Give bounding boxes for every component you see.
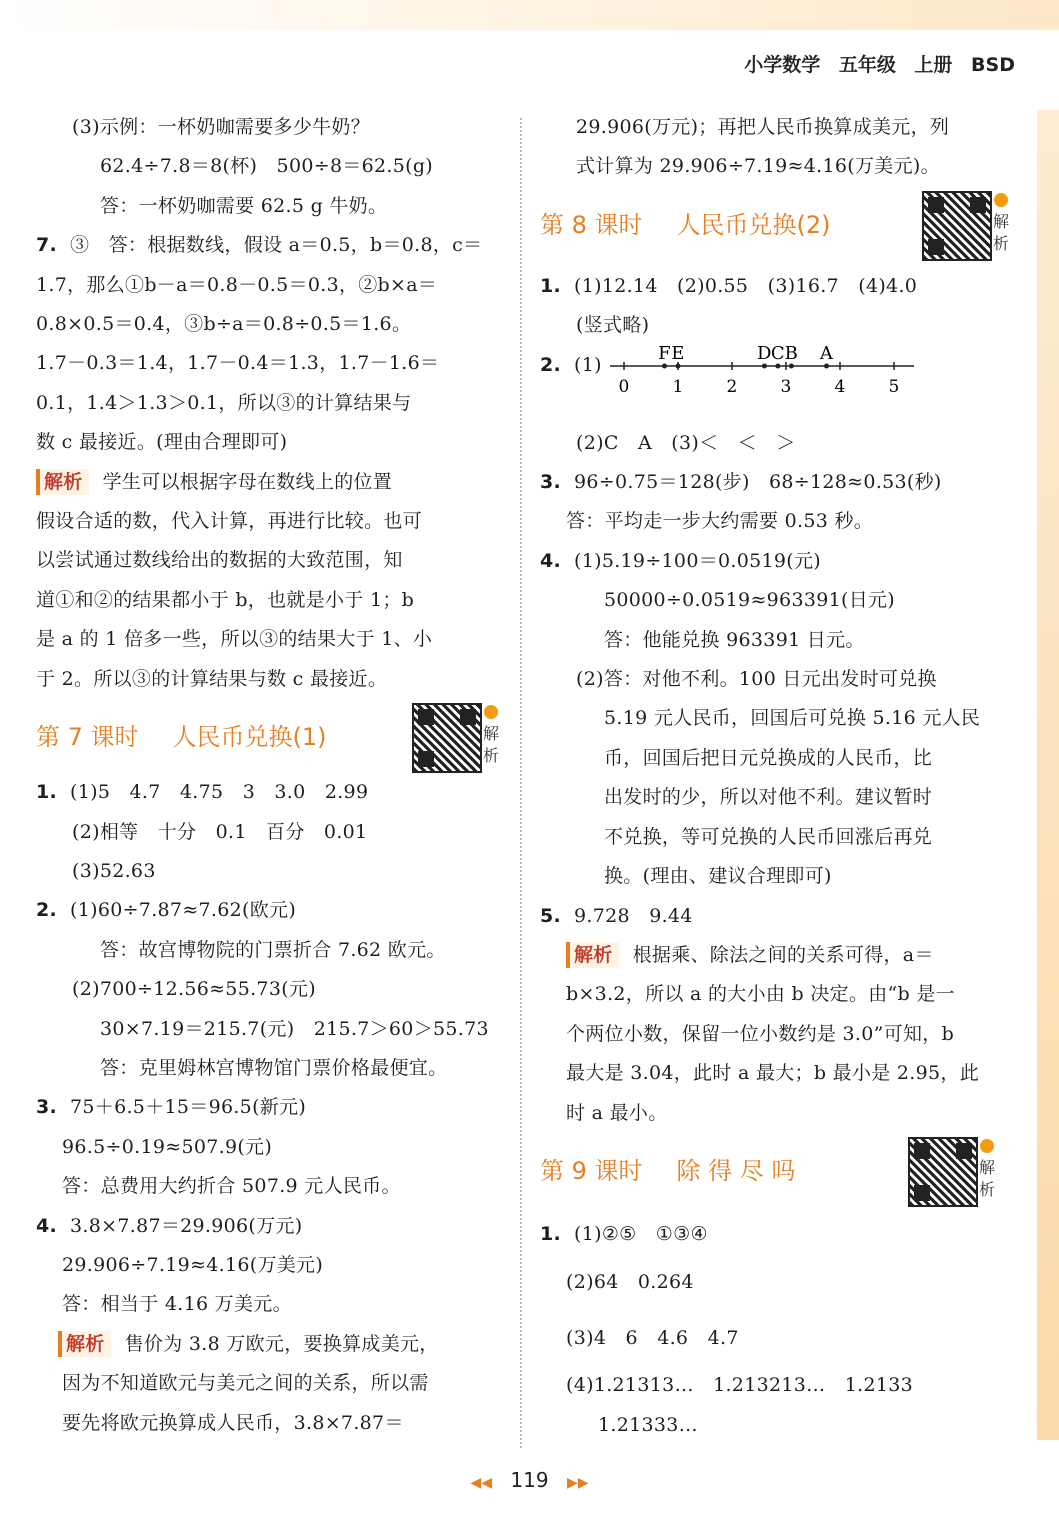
text-line: 币，回国后把日元兑换成的人民币，比 bbox=[604, 746, 933, 769]
text-line: 因为不知道欧元与美元之间的关系，所以需 bbox=[62, 1372, 429, 1395]
text-line: 5.19 元人民币，回国后可兑换 5.16 元人民 bbox=[604, 707, 981, 730]
text-line: 75＋6.5＋15＝96.5(新元) bbox=[70, 1096, 307, 1119]
lesson-title bbox=[540, 1151, 795, 1186]
lesson-name: 人民币兑换(1) bbox=[172, 723, 327, 752]
lesson-number: 第 9 课时 bbox=[540, 1156, 643, 1185]
text-line: 30×7.19＝215.7(元) 215.7＞60＞55.73 bbox=[100, 1017, 489, 1040]
text-line: 答：他能兑换 963391 日元。 bbox=[604, 628, 865, 651]
question-1b bbox=[540, 1215, 1010, 1254]
number-line-tick-label: 2 bbox=[726, 376, 738, 397]
number-line-point-label: E bbox=[671, 345, 685, 364]
text-line: ③ 答：根据数线，假设 a＝0.5，b＝0.8，c＝ bbox=[70, 234, 483, 257]
text-line: 时 a 最小。 bbox=[566, 1101, 668, 1124]
side-strip bbox=[1037, 110, 1059, 1440]
text-line: (1)60÷7.87≈7.62(欧元) bbox=[70, 899, 297, 922]
lesson-title bbox=[36, 717, 327, 752]
qr-label: 解析 bbox=[992, 211, 1009, 253]
number-line-point bbox=[775, 363, 780, 368]
text-line: 个两位小数，保留一位小数约是 3.0”可知，b bbox=[566, 1022, 955, 1045]
lesson-7-header bbox=[36, 699, 504, 773]
qr-code-icon[interactable] bbox=[922, 191, 992, 261]
question-number: 2. bbox=[540, 353, 562, 376]
prev-arrows-icon: ◀◀ bbox=[470, 1475, 493, 1491]
text-line: (3)4 6 4.6 4.7 bbox=[566, 1327, 739, 1350]
analysis-tag: 解析 bbox=[58, 1331, 111, 1357]
number-line-point bbox=[762, 363, 767, 368]
lesson-number: 第 8 课时 bbox=[540, 210, 643, 239]
question-1 bbox=[540, 267, 1010, 306]
lesson-8-header bbox=[540, 187, 1010, 267]
number-line-point-label: A bbox=[819, 345, 834, 364]
lesson-name: 人民币兑换(2) bbox=[676, 210, 831, 239]
number-line-tick-label: 3 bbox=[780, 376, 792, 397]
text-line: 29.906(万元)；再把人民币换算成美元，列 bbox=[576, 116, 950, 138]
page-number: 119 bbox=[510, 1468, 549, 1492]
text-line: 数 c 最接近。(理由合理即可) bbox=[36, 431, 288, 454]
analysis-tag: 解析 bbox=[566, 942, 619, 968]
text-line: (2)700÷12.56≈55.73(元) bbox=[72, 978, 316, 1001]
question-number: 3. bbox=[540, 471, 562, 494]
text-line: 换。(理由、建议合理即可) bbox=[604, 865, 832, 888]
number-line-tick-label: 0 bbox=[618, 376, 630, 397]
text-line: 答：一杯奶咖需要 62.5 g 牛奶。 bbox=[100, 194, 388, 217]
text-line: 96.5÷0.19≈507.9(元) bbox=[62, 1135, 273, 1158]
text-line: 最大是 3.04，此时 a 最大；b 最小是 2.95，此 bbox=[566, 1062, 979, 1085]
question-3 bbox=[540, 463, 1010, 502]
text-line: 29.906÷7.19≈4.16(万美元) bbox=[62, 1253, 324, 1276]
book-header: 小学数学 五年级 上册 BSD bbox=[744, 54, 1015, 76]
text-line: 不兑换，等可兑换的人民币回涨后再兑 bbox=[604, 825, 933, 848]
number-line-point bbox=[662, 363, 667, 368]
question-2 bbox=[540, 346, 1010, 424]
text-line: 答：故宫博物院的门票折合 7.62 欧元。 bbox=[100, 938, 446, 961]
question-number: 1. bbox=[540, 1222, 562, 1245]
text-line: (2)64 0.264 bbox=[566, 1271, 694, 1294]
question-4 bbox=[36, 1207, 504, 1246]
number-line-point-label: D bbox=[757, 345, 772, 364]
lesson-name: 除 得 尽 吗 bbox=[676, 1156, 796, 1185]
text-line: 出发时的少，所以对他不利。建议暂时 bbox=[604, 786, 933, 809]
text-line: 学生可以根据字母在数线上的位置 bbox=[102, 470, 393, 493]
play-icon bbox=[484, 705, 498, 719]
text-line: 答：相当于 4.16 万美元。 bbox=[62, 1293, 292, 1316]
number-line-point bbox=[824, 363, 829, 368]
text-line: 假设合适的数，代入计算，再进行比较。也可 bbox=[36, 510, 423, 533]
question-number: 1. bbox=[540, 274, 562, 297]
question-number: 4. bbox=[36, 1214, 58, 1237]
text-line: 0.1，1.4＞1.3＞0.1，所以③的计算结果与 bbox=[36, 391, 412, 414]
lesson-9-header bbox=[540, 1133, 1010, 1215]
qr-label: 解析 bbox=[482, 724, 499, 766]
qr-code-icon[interactable] bbox=[412, 703, 482, 773]
text-line: 3.8×7.87＝29.906(万元) bbox=[70, 1214, 303, 1237]
number-line-point-label: F bbox=[658, 345, 671, 364]
text-line: (1)5.19÷100＝0.0519(元) bbox=[574, 549, 822, 572]
number-line-point bbox=[676, 363, 681, 368]
text-line: 是 a 的 1 倍多一些，所以③的结果大于 1、小 bbox=[36, 628, 433, 651]
lesson-number: 第 7 课时 bbox=[36, 723, 139, 752]
analysis-block bbox=[36, 463, 504, 502]
text-line: 根据乘、除法之间的关系可得，a＝ bbox=[632, 943, 934, 966]
question-number: 4. bbox=[540, 549, 562, 572]
text-line: 1.21333… bbox=[598, 1413, 698, 1436]
question-7 bbox=[36, 226, 504, 265]
text-line: 1.7，那么①b－a＝0.8－0.5＝0.3，②b×a＝ bbox=[36, 273, 438, 296]
text-line: (1)5 4.7 4.75 3 3.0 2.99 bbox=[70, 781, 369, 804]
text-line: (竖式略) bbox=[576, 314, 650, 337]
text-line: (3)52.63 bbox=[72, 859, 156, 882]
text-line: 以尝试通过数线给出的数据的大致范围，知 bbox=[36, 549, 403, 572]
question-number: 7. bbox=[36, 234, 58, 257]
number-line-tick-label: 5 bbox=[888, 376, 900, 397]
text-line: 答：克里姆林宫博物馆门票价格最便宜。 bbox=[100, 1056, 448, 1079]
right-column bbox=[540, 108, 1010, 1445]
play-icon bbox=[994, 193, 1008, 207]
number-line-point-label: B bbox=[784, 345, 799, 364]
analysis-tag: 解析 bbox=[36, 469, 89, 495]
question-number: 2. bbox=[36, 899, 58, 922]
analysis-block bbox=[540, 936, 1010, 975]
text-line: (3)示例：一杯奶咖需要多少牛奶？ bbox=[72, 116, 371, 138]
text-line: 道①和②的结果都小于 b，也就是小于 1；b bbox=[36, 588, 415, 611]
number-line-point-label: C bbox=[770, 345, 785, 364]
text-line: (4)1.21313… 1.213213… 1.2133 bbox=[566, 1374, 914, 1397]
text-line: (2)答：对他不利。100 日元出发时可兑换 bbox=[576, 668, 937, 691]
question-4 bbox=[540, 542, 1010, 581]
number-line-tick-label: 1 bbox=[672, 376, 684, 397]
play-icon bbox=[980, 1139, 994, 1153]
text-line: b×3.2，所以 a 的大小由 b 决定。由“b 是一 bbox=[566, 983, 955, 1006]
lesson-title bbox=[540, 205, 831, 240]
next-arrows-icon: ▶▶ bbox=[566, 1475, 589, 1491]
page-footer bbox=[0, 1468, 1059, 1492]
text-line: (2)C A (3)＜ ＜ ＞ bbox=[576, 431, 796, 454]
number-line bbox=[610, 346, 920, 406]
text-line: 答：总费用大约折合 507.9 元人民币。 bbox=[62, 1175, 401, 1198]
analysis-block bbox=[36, 1325, 504, 1364]
question-number: 3. bbox=[36, 1096, 58, 1119]
number-line-tick-label: 4 bbox=[834, 376, 846, 397]
text-line: 1.7－0.3＝1.4，1.7－0.4＝1.3，1.7－1.6＝ bbox=[36, 352, 440, 375]
text-line: (2)相等 十分 0.1 百分 0.01 bbox=[72, 820, 368, 843]
text-line: 答：平均走一步大约需要 0.53 秒。 bbox=[566, 510, 874, 533]
question-1 bbox=[36, 773, 504, 812]
text-line: 要先将欧元换算成人民币，3.8×7.87＝ bbox=[62, 1411, 404, 1434]
number-line-point bbox=[789, 363, 794, 368]
question-5 bbox=[540, 897, 1010, 936]
qr-code-icon[interactable] bbox=[908, 1137, 978, 1207]
left-column bbox=[36, 108, 504, 1443]
question-number: 5. bbox=[540, 904, 562, 927]
text-line: 62.4÷7.8＝8(杯) 500÷8＝62.5(g) bbox=[100, 155, 434, 178]
text-line: (1)②⑤ ①③④ bbox=[574, 1222, 708, 1245]
text-line: 50000÷0.0519≈963391(日元) bbox=[604, 589, 896, 612]
text-line: (1) bbox=[574, 353, 602, 376]
column-divider bbox=[520, 118, 522, 1448]
text-line: 售价为 3.8 万欧元，要换算成美元， bbox=[124, 1332, 439, 1355]
question-2 bbox=[36, 891, 504, 930]
text-line: 于 2。所以③的计算结果与数 c 最接近。 bbox=[36, 667, 388, 690]
question-3 bbox=[36, 1088, 504, 1127]
text-line: 96÷0.75＝128(步) 68÷128≈0.53(秒) bbox=[574, 471, 942, 494]
qr-label: 解析 bbox=[978, 1157, 995, 1199]
question-number: 1. bbox=[36, 781, 58, 804]
text-line: 式计算为 29.906÷7.19≈4.16(万美元)。 bbox=[576, 155, 940, 178]
text-line: 0.8×0.5＝0.4，③b÷a＝0.8÷0.5＝1.6。 bbox=[36, 313, 412, 336]
top-banner bbox=[0, 0, 1059, 30]
text-line: 9.728 9.44 bbox=[574, 904, 693, 927]
text-line: (1)12.14 (2)0.55 (3)16.7 (4)4.0 bbox=[574, 274, 918, 297]
